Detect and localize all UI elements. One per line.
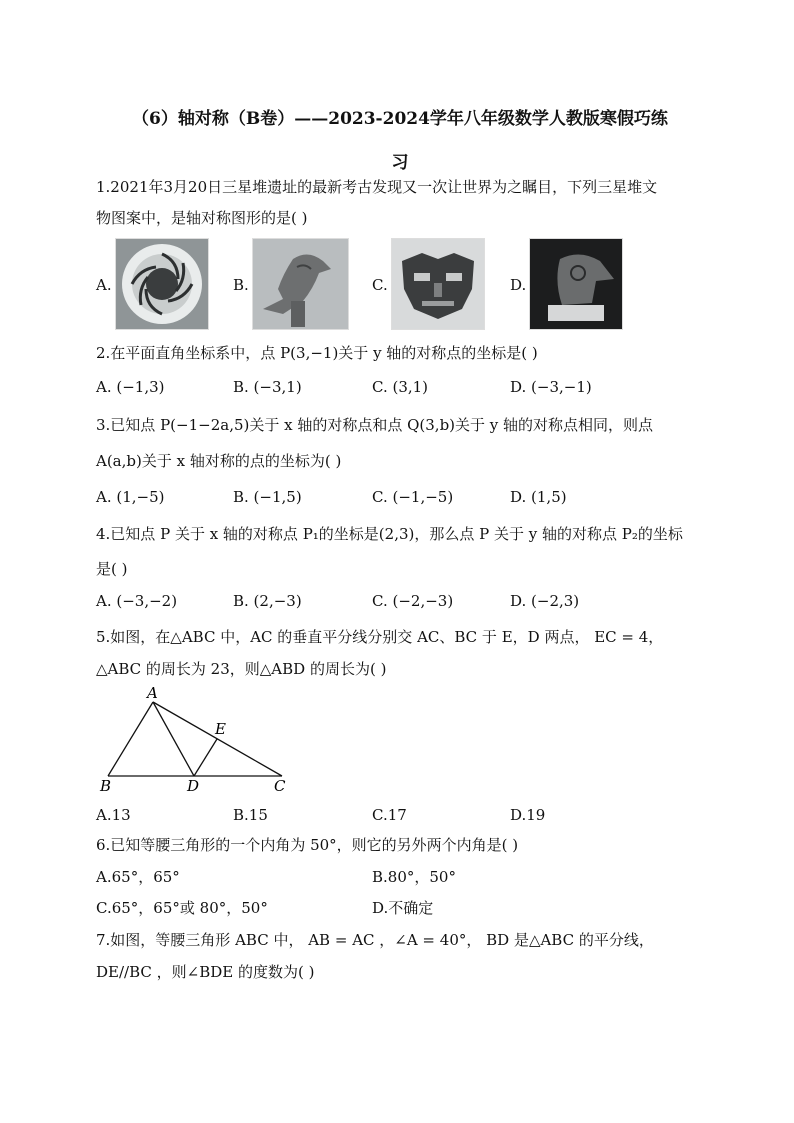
- page-title: [95, 97, 705, 185]
- label-b: B: [100, 777, 112, 795]
- q2-option-d[interactable]: D. (−3,−1): [510, 378, 592, 396]
- q4-line-1: 4.已知点 P 关于 x 轴的对称点 P₁的坐标是(2,3)，那么点 P 关于 y 轴的对称点 P₂的坐标: [96, 525, 683, 543]
- q4-line-2: 是( ): [96, 560, 128, 578]
- bird-head-icon: [529, 238, 623, 330]
- segment-ac: [153, 702, 282, 776]
- q1-line-2: 物图案中，是轴对称图形的是( ): [96, 209, 308, 227]
- q5-option-d[interactable]: D.19: [510, 806, 546, 824]
- bird-sculpture-icon: [252, 238, 349, 330]
- q4-option-d[interactable]: D. (−2,3): [510, 592, 580, 610]
- title-line-2: 习: [391, 153, 409, 173]
- segment-ab: [108, 702, 153, 776]
- q1-option-b-label: B.: [233, 276, 249, 294]
- q5-triangle-diagram: [96, 684, 296, 796]
- q6-option-a[interactable]: A.65°，65°: [96, 868, 180, 886]
- q6-option-c[interactable]: C.65°，65°或 80°，50°: [96, 899, 268, 917]
- q7-line-1: 7.如图，等腰三角形 ABC 中， AB = AC ，∠A = 40°， BD 是△ABC 的平分线，: [96, 931, 654, 949]
- q5-option-b[interactable]: B.15: [233, 806, 268, 824]
- q3-option-a[interactable]: A. (1,−5): [96, 488, 165, 506]
- q5-line-2: △ABC 的周长为 23，则△ABD 的周长为( ): [96, 660, 387, 678]
- q2-option-c[interactable]: C. (3,1): [372, 378, 429, 396]
- q1-option-d-label: D.: [510, 276, 527, 294]
- q5-option-c[interactable]: C.17: [372, 806, 407, 824]
- q6-option-b[interactable]: B.80°，50°: [372, 868, 456, 886]
- label-d: D: [187, 777, 200, 795]
- q4-option-b[interactable]: B. (2,−3): [233, 592, 302, 610]
- q2-option-a[interactable]: A. (−1,3): [96, 378, 165, 396]
- label-c: C: [274, 777, 286, 795]
- q6-stem: 6.已知等腰三角形的一个内角为 50°，则它的另外两个内角是( ): [96, 836, 519, 854]
- q3-line-2: A(a,b)关于 x 轴对称的点的坐标为( ): [96, 452, 342, 470]
- title-line-1: （6）轴对称（B卷）——2023-2024学年八年级数学人教版寒假巧练: [132, 109, 668, 129]
- q3-option-d[interactable]: D. (1,5): [510, 488, 567, 506]
- label-e: E: [215, 720, 226, 738]
- q4-option-a[interactable]: A. (−3,−2): [96, 592, 178, 610]
- q4-option-c[interactable]: C. (−2,−3): [372, 592, 454, 610]
- segment-de: [194, 739, 217, 776]
- q3-option-b[interactable]: B. (−1,5): [233, 488, 302, 506]
- q3-line-1: 3.已知点 P(−1−2a,5)关于 x 轴的对称点和点 Q(3,b)关于 y 轴的对称点相同，则点: [96, 416, 654, 434]
- jade-disc-icon: [115, 238, 209, 330]
- label-a: A: [147, 684, 158, 702]
- q5-line-1: 5.如图，在△ABC 中，AC 的垂直平分线分别交 AC、BC 于 E，D 两点， EC = 4，: [96, 628, 664, 646]
- q1-line-1: 1.2021年3月20日三星堆遗址的最新考古发现又一次让世界为之瞩目，下列三星堆文: [96, 178, 658, 196]
- q1-option-a-label: A.: [96, 276, 112, 294]
- q2-stem: 2.在平面直角坐标系中，点 P(3,−1)关于 y 轴的对称点的坐标是( ): [96, 344, 538, 362]
- q3-option-c[interactable]: C. (−1,−5): [372, 488, 454, 506]
- bronze-mask-icon: [391, 238, 485, 330]
- q6-option-d[interactable]: D.不确定: [372, 899, 434, 917]
- q7-line-2: DE//BC ，则∠BDE 的度数为( ): [96, 963, 315, 981]
- q2-option-b[interactable]: B. (−3,1): [233, 378, 302, 396]
- q5-option-a[interactable]: A.13: [96, 806, 131, 824]
- q1-option-c-label: C.: [372, 276, 388, 294]
